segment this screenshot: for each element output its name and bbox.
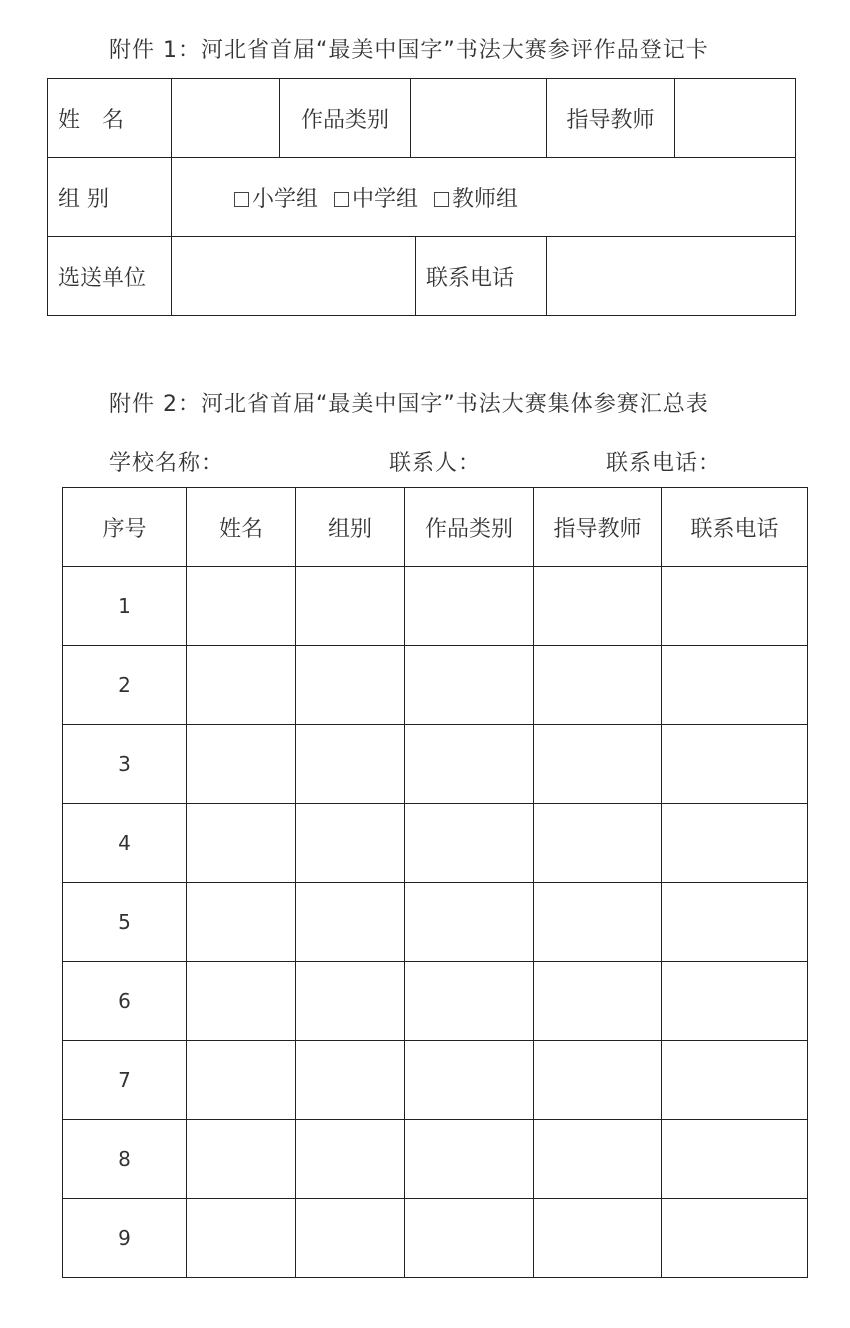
header-cell: 作品类别: [405, 488, 534, 567]
name-field[interactable]: [172, 79, 280, 158]
table-row: [63, 962, 808, 1041]
teacher-cell[interactable]: [534, 883, 662, 962]
table-row: [63, 1041, 808, 1120]
table-body: [63, 567, 808, 1278]
phone-cell[interactable]: [662, 725, 808, 804]
group-option-middle[interactable]: [334, 187, 418, 212]
category-cell[interactable]: [405, 646, 534, 725]
phone-cell[interactable]: [662, 883, 808, 962]
name-cell[interactable]: [187, 962, 296, 1041]
phone-cell[interactable]: [662, 1041, 808, 1120]
table-row: [63, 1120, 808, 1199]
table-row: [63, 567, 808, 646]
teacher-cell[interactable]: [534, 646, 662, 725]
teacher-label: 指导教师: [547, 79, 675, 158]
group-cell[interactable]: [296, 725, 405, 804]
name-cell[interactable]: [187, 725, 296, 804]
teacher-cell[interactable]: [534, 1041, 662, 1120]
category-label: 作品类别: [280, 79, 411, 158]
group-option-teacher[interactable]: [434, 187, 518, 212]
category-cell[interactable]: [405, 1120, 534, 1199]
form1-row-group: [48, 158, 796, 237]
table-row: [63, 883, 808, 962]
group-option-label: 中学组: [352, 186, 419, 212]
category-cell[interactable]: [405, 804, 534, 883]
teacher-cell[interactable]: [534, 725, 662, 804]
category-cell[interactable]: [405, 1041, 534, 1120]
row-number: 9: [63, 1199, 187, 1278]
form2-title: 附件 2：河北省首届“最美中国字”书法大赛集体参赛汇总表: [109, 392, 709, 417]
row-number: 1: [63, 567, 187, 646]
teacher-field[interactable]: [675, 79, 796, 158]
group-cell[interactable]: [296, 646, 405, 725]
phone-cell[interactable]: [662, 646, 808, 725]
phone-cell[interactable]: [662, 804, 808, 883]
header-cell: 组别: [296, 488, 405, 567]
name-cell[interactable]: [187, 1199, 296, 1278]
group-cell[interactable]: [296, 962, 405, 1041]
group-option-primary[interactable]: [234, 187, 318, 212]
group-label: 组 别: [48, 158, 172, 237]
group-cell[interactable]: [296, 567, 405, 646]
group-option-label: 小学组: [252, 186, 319, 212]
registration-card-table: [47, 78, 796, 316]
category-field[interactable]: [411, 79, 547, 158]
category-cell[interactable]: [405, 1199, 534, 1278]
name-cell[interactable]: [187, 1120, 296, 1199]
group-cell[interactable]: [296, 883, 405, 962]
teacher-cell[interactable]: [534, 962, 662, 1041]
teacher-cell[interactable]: [534, 1120, 662, 1199]
group-option-label: 教师组: [452, 186, 519, 212]
teacher-cell[interactable]: [534, 804, 662, 883]
contact-phone-label: 联系电话：: [606, 451, 722, 476]
group-summary-table: [62, 487, 808, 1278]
header-cell: 姓名: [187, 488, 296, 567]
phone-field[interactable]: [547, 237, 796, 316]
checkbox-icon: [234, 192, 249, 207]
phone-cell[interactable]: [662, 567, 808, 646]
phone-cell[interactable]: [662, 1199, 808, 1278]
category-cell[interactable]: [405, 567, 534, 646]
category-cell[interactable]: [405, 725, 534, 804]
form1-row-unit: [48, 237, 796, 316]
row-number: 8: [63, 1120, 187, 1199]
row-number: 5: [63, 883, 187, 962]
phone-label: 联系电话: [416, 237, 547, 316]
phone-cell[interactable]: [662, 1120, 808, 1199]
header-cell: 序号: [63, 488, 187, 567]
unit-field[interactable]: [172, 237, 416, 316]
group-cell[interactable]: [296, 1120, 405, 1199]
category-cell[interactable]: [405, 962, 534, 1041]
name-cell[interactable]: [187, 883, 296, 962]
row-number: 6: [63, 962, 187, 1041]
name-cell[interactable]: [187, 646, 296, 725]
form1-title: 附件 1：河北省首届“最美中国字”书法大赛参评作品登记卡: [109, 38, 709, 63]
group-cell[interactable]: [296, 1199, 405, 1278]
unit-label: 选送单位: [48, 237, 172, 316]
group-options: [172, 158, 796, 237]
header-cell: 联系电话: [662, 488, 808, 567]
group-cell[interactable]: [296, 804, 405, 883]
table-row: [63, 725, 808, 804]
row-number: 3: [63, 725, 187, 804]
table-row: [63, 1199, 808, 1278]
row-number: 2: [63, 646, 187, 725]
name-label: 姓 名: [48, 79, 172, 158]
checkbox-icon: [334, 192, 349, 207]
school-name-label: 学校名称：: [109, 451, 225, 476]
checkbox-icon: [434, 192, 449, 207]
form1-row-name: [48, 79, 796, 158]
name-cell[interactable]: [187, 804, 296, 883]
phone-cell[interactable]: [662, 962, 808, 1041]
row-number: 4: [63, 804, 187, 883]
teacher-cell[interactable]: [534, 1199, 662, 1278]
category-cell[interactable]: [405, 883, 534, 962]
table-row: [63, 646, 808, 725]
teacher-cell[interactable]: [534, 567, 662, 646]
name-cell[interactable]: [187, 567, 296, 646]
group-cell[interactable]: [296, 1041, 405, 1120]
row-number: 7: [63, 1041, 187, 1120]
table-header-row: [63, 488, 808, 567]
header-cell: 指导教师: [534, 488, 662, 567]
contact-person-label: 联系人：: [389, 451, 482, 476]
table-row: [63, 804, 808, 883]
name-cell[interactable]: [187, 1041, 296, 1120]
